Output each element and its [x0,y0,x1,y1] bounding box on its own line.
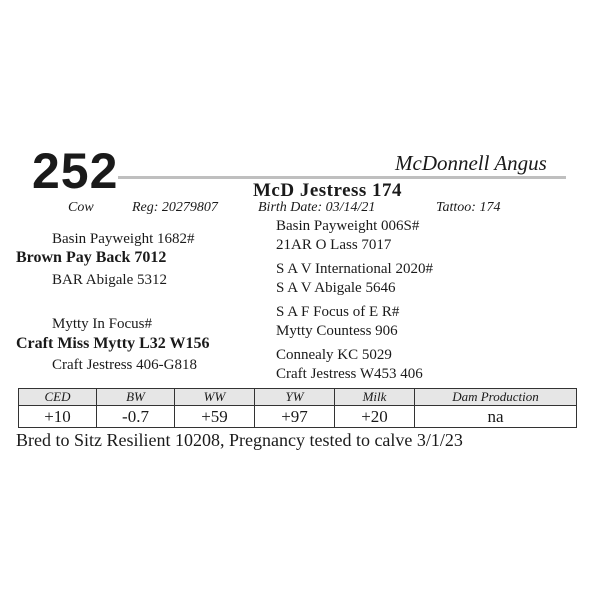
animal-name: McD Jestress 174 [253,180,403,201]
epd-value-ww: +59 [175,406,255,428]
ggp-1: Basin Payweight 006S# [276,218,420,234]
tattoo: Tattoo: 174 [436,200,501,215]
dam-sire: Mytty In Focus# [52,316,153,332]
sire: Brown Pay Back 7012 [16,249,167,266]
ggp-5: S A F Focus of E R# [276,304,400,320]
epd-value-dam-production: na [415,406,577,428]
epd-value-yw: +97 [255,406,335,428]
epd-header-bw: BW [97,389,175,406]
epd-value-bw: -0.7 [97,406,175,428]
epd-table [18,388,577,428]
epd-header-row [19,389,577,406]
sex-label: Cow [68,200,94,215]
epd-header-yw: YW [255,389,335,406]
epd-header-dam-production: Dam Production [415,389,577,406]
ggp-6: Mytty Countess 906 [276,323,398,339]
sire-dam: BAR Abigale 5312 [52,272,167,288]
ggp-4: S A V Abigale 5646 [276,280,396,296]
dam-dam: Craft Jestress 406-G818 [52,357,197,373]
epd-value-milk: +20 [335,406,415,428]
ggp-3: S A V International 2020# [276,261,433,277]
epd-header-ww: WW [175,389,255,406]
birth-date: Birth Date: 03/14/21 [258,200,376,215]
ggp-8: Craft Jestress W453 406 [276,366,423,382]
ggp-7: Connealy KC 5029 [276,347,392,363]
epd-header-ced: CED [19,389,97,406]
ggp-2: 21AR O Lass 7017 [276,237,392,253]
header-rule [118,176,566,179]
epd-value-row [19,406,577,428]
sire-sire: Basin Payweight 1682# [52,231,195,247]
dam: Craft Miss Mytty L32 W156 [16,335,210,352]
epd-value-ced: +10 [19,406,97,428]
breeder-name: McDonnell Angus [395,151,547,175]
lot-number: 252 [32,143,119,199]
breeding-note: Bred to Sitz Resilient 10208, Pregnancy tested to calve 3/1/23 [16,430,463,450]
registration-number: Reg: 20279807 [132,200,218,215]
epd-header-milk: Milk [335,389,415,406]
